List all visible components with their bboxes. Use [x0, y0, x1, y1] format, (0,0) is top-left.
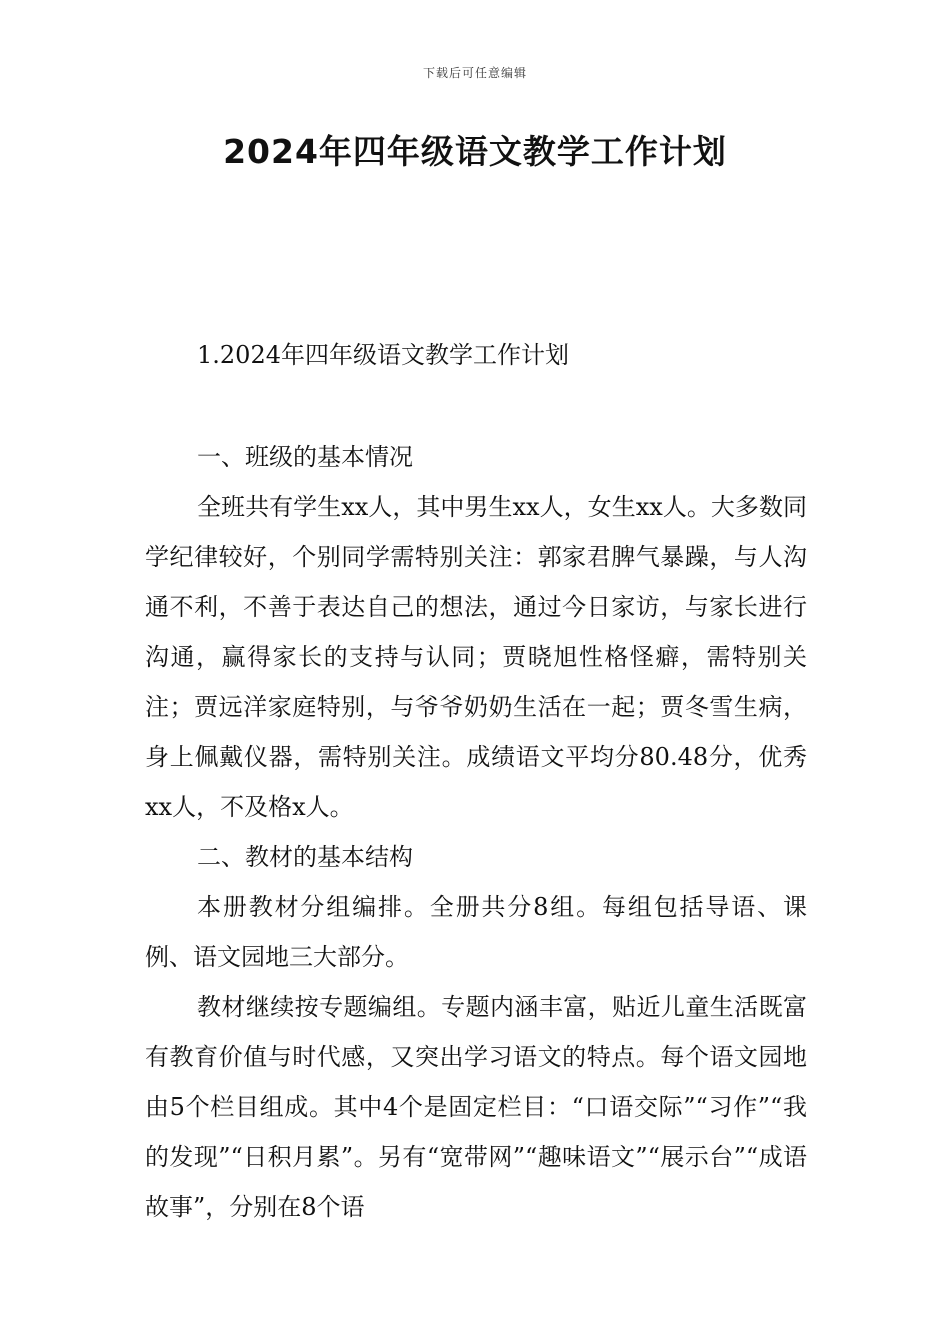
sub-title: 1.2024年四年级语文教学工作计划	[197, 341, 569, 369]
paragraph-textbook-grouping: 本册教材分组编排。全册共分8组。每组包括导语、课例、语文园地三大部分。	[145, 893, 807, 971]
paragraph-textbook-topics: 教材继续按专题编组。专题内涵丰富，贴近儿童生活既富有教育价值与时代感，又突出学习语文的特点。每个语文园地由5个栏目组成。其中4个是固定栏目：“口语交际”“习作”“我的发现”“日积月累”。另有“宽带网”“趣味语文”“展示台”“成语故事”，分别在8个语	[145, 993, 807, 1221]
section-heading-textbook-structure: 二、教材的基本结构	[197, 843, 413, 871]
header-note: 下载后可任意编辑	[422, 66, 527, 80]
section-heading-class-info: 一、班级的基本情况	[197, 443, 413, 471]
document-title: 2024年四年级语文教学工作计划	[223, 132, 727, 171]
document-body	[145, 330, 807, 1232]
paragraph-class-info: 全班共有学生xx人，其中男生xx人，女生xx人。大多数同学纪律较好，个别同学需特别关注：郭家君脾气暴躁，与人沟通不利，不善于表达自己的想法，通过今日家访，与家长进行沟通，赢得家长的支持与认同；贾晓旭性格怪癖，需特别关注；贾远洋家庭特别，与爷爷奶奶生活在一起；贾冬雪生病，身上佩戴仪器，需特别关注。成绩语文平均分80.48分，优秀xx人，不及格x人。	[145, 493, 807, 821]
